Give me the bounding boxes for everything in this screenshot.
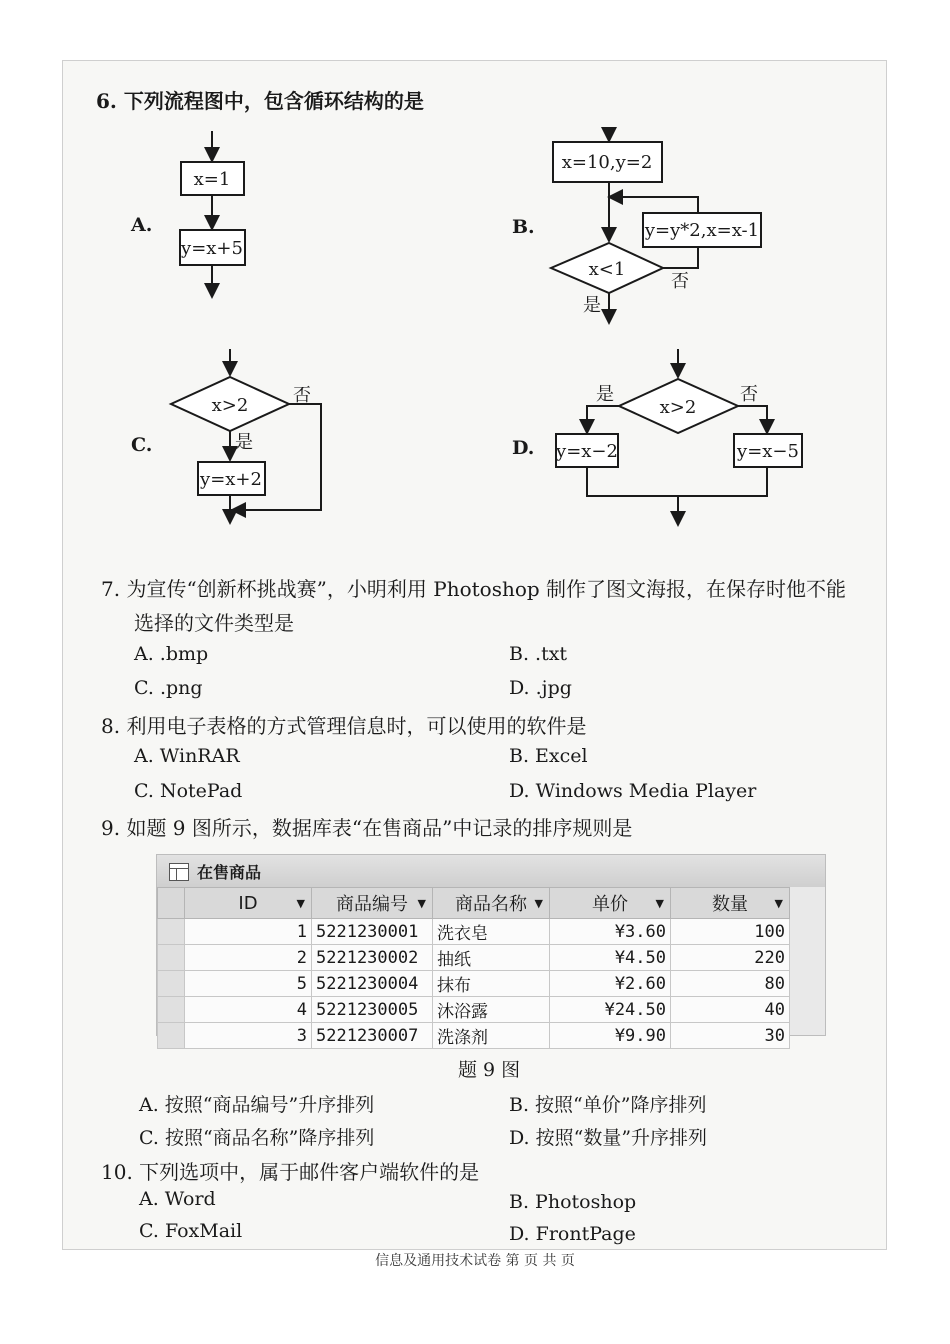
table-icon (169, 863, 189, 881)
dropdown-arrow-icon[interactable]: ▼ (296, 897, 305, 910)
c-no-label: 否 (293, 385, 311, 406)
row-selector[interactable] (158, 997, 185, 1023)
exam-page (62, 60, 887, 1250)
select-all-corner[interactable] (158, 888, 185, 919)
table-title: 在售商品 (197, 863, 262, 882)
cell-quantity[interactable]: 40 (671, 997, 790, 1023)
cell-name[interactable]: 洗涤剂 (433, 1023, 550, 1049)
q7-option-b: B. .txt (509, 643, 568, 665)
q8-option-b: B. Excel (509, 745, 588, 767)
option-c-label: C. (131, 434, 153, 456)
dropdown-arrow-icon[interactable]: ▼ (417, 897, 426, 910)
cell-quantity[interactable]: 220 (671, 945, 790, 971)
q8-option-d: D. Windows Media Player (509, 780, 757, 802)
c-box-text: y=x+2 (200, 469, 262, 490)
q9-option-a: A. 按照“商品编号”升序排列 (139, 1094, 375, 1116)
d-left-box-text: y=x−2 (556, 441, 618, 462)
d-no-label: 否 (740, 384, 758, 405)
database-table-window (156, 854, 826, 1048)
column-header-quantity[interactable]: 数量 ▼ (671, 888, 790, 919)
cell-price[interactable]: ¥2.60 (550, 971, 671, 997)
dropdown-arrow-icon[interactable]: ▼ (534, 897, 543, 910)
dropdown-arrow-icon[interactable]: ▼ (774, 897, 783, 910)
cell-name[interactable]: 抹布 (433, 971, 550, 997)
b-cond-text: x<1 (588, 259, 626, 280)
q10-option-d: D. FrontPage (509, 1223, 636, 1245)
d-right-box-text: y=x−5 (737, 441, 799, 462)
cell-id[interactable]: 2 (185, 945, 312, 971)
table-row[interactable] (158, 997, 790, 1023)
records-grid (157, 887, 790, 1049)
a-box2-text: y=x+5 (181, 238, 243, 259)
cell-id[interactable]: 5 (185, 971, 312, 997)
c-yes-label: 是 (235, 432, 253, 453)
option-a-label: A. (131, 214, 153, 236)
q6-stem: 6. 下列流程图中，包含循环结构的是 (96, 89, 424, 113)
q7-stem-line1: 7. 为宣传“创新杯挑战赛”，小明利用 Photoshop 制作了图文海报，在保存时他不能 (101, 577, 847, 601)
row-selector[interactable] (158, 919, 185, 945)
q7-stem-line2: 选择的文件类型是 (134, 611, 294, 635)
table-row[interactable] (158, 1023, 790, 1049)
q6-flowcharts (63, 61, 886, 541)
q9-option-b: B. 按照“单价”降序排列 (509, 1094, 707, 1116)
table-row[interactable] (158, 945, 790, 971)
cell-quantity[interactable]: 100 (671, 919, 790, 945)
cell-code[interactable]: 5221230007 (312, 1023, 433, 1049)
cell-quantity[interactable]: 30 (671, 1023, 790, 1049)
a-box1-text: x=1 (193, 169, 231, 190)
cell-price[interactable]: ¥3.60 (550, 919, 671, 945)
row-selector[interactable] (158, 971, 185, 997)
q7-option-c: C. .png (134, 677, 203, 699)
q8-option-c: C. NotePad (134, 780, 243, 802)
cell-name[interactable]: 洗衣皂 (433, 919, 550, 945)
cell-id[interactable]: 1 (185, 919, 312, 945)
figure-caption: 题 9 图 (458, 1059, 521, 1081)
cell-price[interactable]: ¥9.90 (550, 1023, 671, 1049)
column-header-name[interactable]: 商品名称 ▼ (433, 888, 550, 919)
b-no-label: 否 (671, 271, 689, 292)
cell-code[interactable]: 5221230005 (312, 997, 433, 1023)
cell-price[interactable]: ¥4.50 (550, 945, 671, 971)
table-row[interactable] (158, 971, 790, 997)
b-loop-box-text: y=y*2,x=x-1 (644, 220, 760, 241)
b-yes-label: 是 (583, 295, 601, 316)
page-footer: 信息及通用技术试卷 第 页 共 页 (375, 1253, 575, 1269)
d-cond-text: x>2 (659, 397, 697, 418)
table-tab[interactable] (157, 855, 825, 887)
q10-option-c: C. FoxMail (139, 1220, 243, 1242)
cell-id[interactable]: 4 (185, 997, 312, 1023)
cell-quantity[interactable]: 80 (671, 971, 790, 997)
q9-option-d: D. 按照“数量”升序排列 (509, 1127, 708, 1149)
c-cond-text: x>2 (211, 395, 249, 416)
cell-code[interactable]: 5221230004 (312, 971, 433, 997)
cell-id[interactable]: 3 (185, 1023, 312, 1049)
cell-name[interactable]: 沐浴露 (433, 997, 550, 1023)
cell-name[interactable]: 抽纸 (433, 945, 550, 971)
q10-stem: 10. 下列选项中，属于邮件客户端软件的是 (101, 1160, 480, 1184)
option-b-label: B. (512, 216, 535, 238)
cell-code[interactable]: 5221230001 (312, 919, 433, 945)
q7-option-a: A. .bmp (134, 643, 209, 665)
d-yes-label: 是 (596, 384, 614, 405)
dropdown-arrow-icon[interactable]: ▼ (655, 897, 664, 910)
cell-price[interactable]: ¥24.50 (550, 997, 671, 1023)
option-d-label: D. (512, 437, 535, 459)
q8-stem: 8. 利用电子表格的方式管理信息时，可以使用的软件是 (101, 714, 587, 738)
q8-option-a: A. WinRAR (134, 745, 240, 767)
column-header-id[interactable]: ID ▼ (185, 888, 312, 919)
b-box1-text: x=10,y=2 (561, 152, 653, 173)
q9-stem: 9. 如题 9 图所示，数据库表“在售商品”中记录的排序规则是 (101, 816, 633, 840)
q10-option-a: A. Word (139, 1188, 216, 1210)
column-header-price[interactable]: 单价 ▼ (550, 888, 671, 919)
row-selector[interactable] (158, 945, 185, 971)
table-row[interactable] (158, 919, 790, 945)
q9-option-c: C. 按照“商品名称”降序排列 (139, 1127, 375, 1149)
column-header-code[interactable]: 商品编号 ▼ (312, 888, 433, 919)
q7-option-d: D. .jpg (509, 677, 572, 699)
row-selector[interactable] (158, 1023, 185, 1049)
q10-option-b: B. Photoshop (509, 1191, 637, 1213)
cell-code[interactable]: 5221230002 (312, 945, 433, 971)
